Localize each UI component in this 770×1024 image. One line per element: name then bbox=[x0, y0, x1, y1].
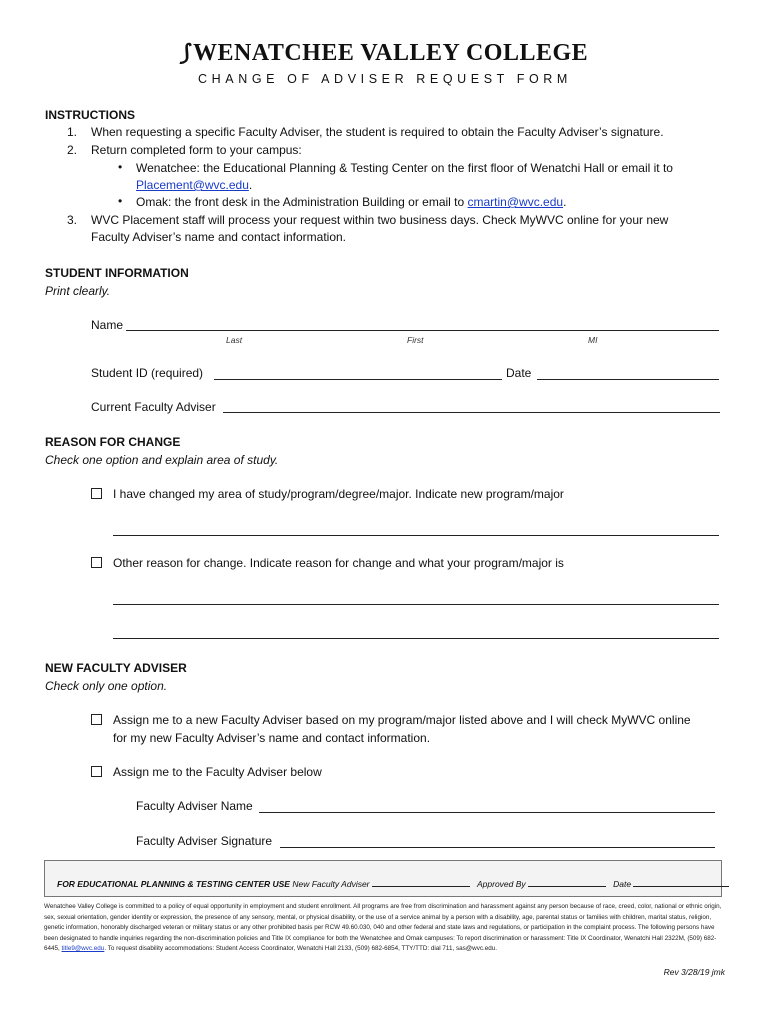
assign-by-program-line2: for my new Faculty Adviser’s name and contact information. bbox=[113, 731, 431, 745]
instruction-1: When requesting a specific Faculty Adviser, the student is required to obtain the Faculty Adviser’s signature. bbox=[91, 125, 664, 139]
instruction-2-number: 2. bbox=[67, 143, 78, 157]
form-title: CHANGE OF ADVISER REQUEST FORM bbox=[198, 72, 572, 86]
placement-email-link[interactable]: Placement@wvc.edu bbox=[136, 178, 249, 192]
reason-heading: REASON FOR CHANGE bbox=[45, 435, 181, 449]
faculty-adviser-name-label: Faculty Adviser Name bbox=[136, 799, 253, 813]
assign-by-program-line1: Assign me to a new Faculty Adviser based on my program/major listed above and I will check MyWVC online bbox=[113, 713, 691, 727]
period: . bbox=[248, 178, 253, 192]
current-adviser-field[interactable] bbox=[223, 412, 720, 413]
legal-text-2: . To request disability accommodations: Student Access Coordinator, Wenatchi Hall 2133, (509) 682-6854, TTY/TTD: dial 711, sas@wvc.edu. bbox=[104, 945, 497, 952]
other-reason-checkbox[interactable] bbox=[91, 557, 102, 568]
bullet-icon: • bbox=[118, 160, 123, 174]
first-name-label: First bbox=[407, 335, 424, 345]
new-adviser-heading: NEW FACULTY ADVISER bbox=[45, 661, 187, 675]
instruction-1-number: 1. bbox=[67, 125, 78, 139]
instruction-3-line1: WVC Placement staff will process your request within two business days. Check MyWVC online for your new bbox=[91, 213, 669, 227]
non-discrimination-statement bbox=[44, 902, 726, 955]
faculty-adviser-signature-label: Faculty Adviser Signature bbox=[136, 834, 273, 848]
student-info-heading: STUDENT INFORMATION bbox=[45, 266, 189, 280]
instruction-bullet-omak: Omak: the front desk in the Administration Building or email to bbox=[136, 195, 465, 209]
office-approved-field[interactable] bbox=[528, 886, 606, 887]
wenatchee-email-line bbox=[136, 178, 252, 192]
student-id-field[interactable] bbox=[214, 379, 502, 380]
instruction-3-number: 3. bbox=[67, 213, 78, 227]
last-name-label: Last bbox=[226, 335, 243, 345]
date-label: Date bbox=[506, 366, 532, 380]
office-use-label: FOR EDUCATIONAL PLANNING & TESTING CENTER USE bbox=[57, 879, 290, 889]
assign-specific-checkbox[interactable] bbox=[91, 766, 102, 777]
instruction-2: Return completed form to your campus: bbox=[91, 143, 302, 157]
title9-email-link[interactable]: title9@wvc.edu bbox=[61, 945, 105, 952]
office-date-field[interactable] bbox=[633, 886, 729, 887]
name-field[interactable] bbox=[126, 330, 719, 331]
office-use-box bbox=[44, 860, 722, 897]
wvc-logo-mark-icon: ⟆ bbox=[178, 40, 195, 65]
other-reason-field-1[interactable] bbox=[113, 604, 719, 605]
assign-specific-option: Assign me to the Faculty Adviser below bbox=[113, 765, 322, 779]
office-new-adviser-label: New Faculty Adviser bbox=[292, 879, 370, 889]
current-adviser-label: Current Faculty Adviser bbox=[91, 400, 216, 414]
faculty-adviser-signature-field[interactable] bbox=[280, 847, 715, 848]
instruction-bullet-wenatchee: Wenatchee: the Educational Planning & Testing Center on the first floor of Wenatchi Hall or email it to bbox=[136, 161, 673, 175]
office-new-adviser-field[interactable] bbox=[372, 886, 470, 887]
instructions-heading: INSTRUCTIONS bbox=[45, 108, 135, 122]
other-reason-option: Other reason for change. Indicate reason for change and what your program/major is bbox=[113, 556, 564, 570]
office-approved-label: Approved By bbox=[476, 879, 526, 889]
revision-note: Rev 3/28/19 jmk bbox=[663, 967, 725, 977]
other-reason-field-2[interactable] bbox=[113, 638, 719, 639]
instruction-3-line2: Faculty Adviser’s name and contact information. bbox=[91, 230, 347, 244]
college-name: WENATCHEE VALLEY COLLEGE bbox=[192, 40, 589, 66]
new-adviser-subheading: Check only one option. bbox=[45, 679, 168, 693]
changed-area-checkbox[interactable] bbox=[91, 488, 102, 499]
student-id-label: Student ID (required) bbox=[91, 366, 204, 380]
assign-by-program-checkbox[interactable] bbox=[91, 714, 102, 725]
date-field[interactable] bbox=[537, 379, 719, 380]
new-program-field[interactable] bbox=[113, 535, 719, 536]
period: . bbox=[563, 195, 567, 209]
bullet-icon: • bbox=[118, 194, 123, 208]
office-date-label: Date bbox=[613, 879, 632, 889]
omak-line bbox=[136, 195, 566, 209]
mi-label: MI bbox=[588, 335, 598, 345]
college-logo bbox=[0, 40, 770, 67]
legal-text: Wenatchee Valley College is committed to a policy of equal opportunity in employment and student enrollment. All programs are free from discrimination and harassment against any person because of race, creed, color, national or ethnic origin, sex, sexual orientation, gender identity or expression, the presence of any sensory, mental, or physical disability, or the use of a service animal by a person with a disability, age, parental status or families with children, marital status, religion, genetic information, honorably discharged veteran or military status or any other prohibited basis per RCW 49.60.030, 040 and other federal and state laws and regulations, or participation in the complaint process. The following persons have been designated to handle inquiries regarding the non-discrimination policies and Title IX compliance for both the Wenatchee and Omak campuses: To report discrimination or harassment: Title IX Coordinator, Wenatchi Hall 2322M, (509) 682-6445, bbox=[44, 903, 722, 952]
changed-area-option: I have changed my area of study/program/degree/major. Indicate new program/major bbox=[113, 487, 564, 501]
name-label: Name bbox=[91, 318, 124, 332]
reason-subheading: Check one option and explain area of study. bbox=[45, 453, 279, 467]
faculty-adviser-name-field[interactable] bbox=[259, 812, 715, 813]
student-info-subheading: Print clearly. bbox=[45, 284, 111, 298]
office-use-row bbox=[57, 879, 729, 889]
cmartin-email-link[interactable]: cmartin@wvc.edu bbox=[467, 195, 564, 209]
